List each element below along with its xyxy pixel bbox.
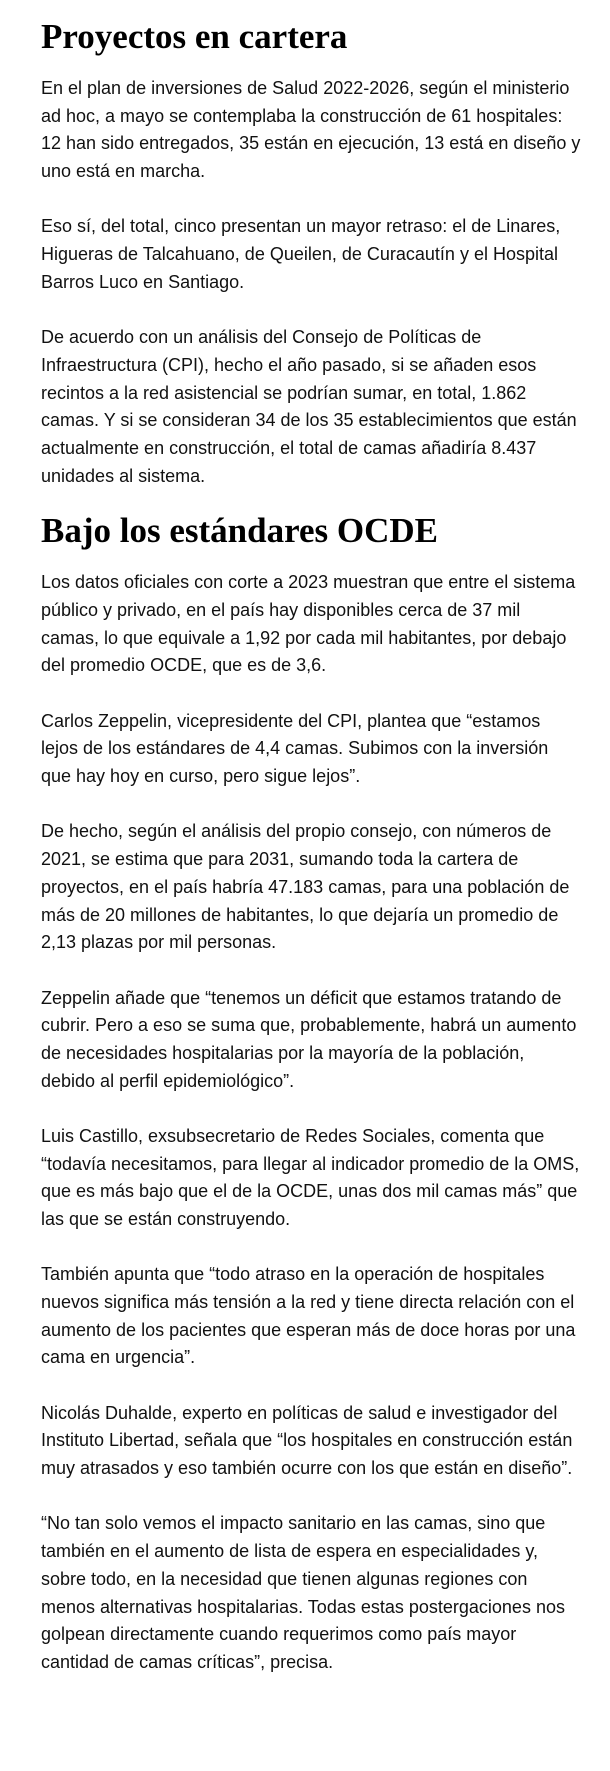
paragraph: De acuerdo con un análisis del Consejo de Políticas de Infraestructura (CPI), hecho el año pasado, si se añaden esos recintos a la red asistencial se podrían sumar, en total, 1.862 camas. Y si se consideran 34 de los 35 establecimientos que están actualmente en construcción, el total de camas añadiría 8.437 unidades al sistema. [41, 327, 577, 486]
paragraph: Zeppelin añade que “tenemos un déficit que estamos tratando de cubrir. Pero a eso se suma que, probablemente, habrá un aumento de necesidades hospitalarias por la mayoría de la población, debido al perfil epidemiológico”. [41, 987, 577, 1091]
paragraph: De hecho, según el análisis del propio consejo, con números de 2021, se estima que para 2031, sumando toda la cartera de proyectos, en el país habría 47.183 camas, para una población de más de 20 millones de habitantes, lo que dejaría un promedio de 2,13 plazas por mil personas. [41, 821, 570, 953]
paragraph: “No tan solo vemos el impacto sanitario en las camas, sino que también en el aumento de lista de espera en especialidades y, sobre todo, en la necesidad que tienen algunas regiones con menos alternativas hospitalarias. Todas estas postergaciones nos golpean directamente cuando requerimos como país mayor cantidad de camas críticas”, precisa. [41, 1513, 565, 1672]
paragraph: Carlos Zeppelin, vicepresidente del CPI, plantea que “estamos lejos de los estándares de 4,4 camas. Subimos con la inversión que hay hoy en curso, pero sigue lejos”. [41, 710, 549, 787]
paragraph: También apunta que “todo atraso en la operación de hospitales nuevos significa más tensión a la red y tiene directa relación con el aumento de los pacientes que esperan más de doce horas por una cama en urgencia”. [41, 1264, 576, 1368]
article-body [41, 0, 581, 1677]
paragraph: Los datos oficiales con corte a 2023 muestran que entre el sistema público y privado, en el país hay disponibles cerca de 37 mil camas, lo que equivale a 1,92 por cada mil habitantes, por debajo del promedio OCDE, que es de 3,6. [41, 572, 576, 676]
paragraph: Nicolás Duhalde, experto en políticas de salud e investigador del Instituto Libertad, señala que “los hospitales en construcción están muy atrasados y eso también ocurre con los que están en diseño”. [41, 1402, 573, 1479]
paragraph: Eso sí, del total, cinco presentan un mayor retraso: el de Linares, Higueras de Talcahuano, de Queilen, de Curacautín y el Hospital Barros Luco en Santiago. [41, 216, 561, 292]
paragraph: Luis Castillo, exsubsecretario de Redes Sociales, comenta que “todavía necesitamos, para llegar al indicador promedio de la OMS, que es más bajo que el de la OCDE, unas dos mil camas más” que las que se están construyendo. [41, 1125, 580, 1230]
section-heading-proyectos: Proyectos en cartera [41, 17, 348, 56]
paragraph: En el plan de inversiones de Salud 2022-2026, según el ministerio ad hoc, a mayo se contemplaba la construcción de 61 hospitales: 12 han sido entregados, 35 están en ejecución, 13 está en diseño y uno está en marcha. [41, 78, 581, 182]
section-heading-ocde: Bajo los estándares OCDE [41, 511, 439, 551]
